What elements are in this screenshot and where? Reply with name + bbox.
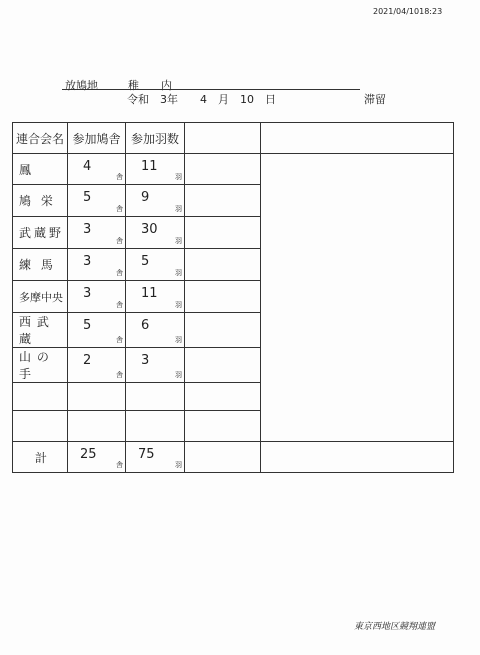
loft-count: 2 <box>83 353 92 368</box>
col-header-lofts: 参加鳩舎 <box>68 123 126 154</box>
bird-count: 6 <box>141 318 150 333</box>
federation-name: 武蔵野 <box>13 217 68 249</box>
bird-count: 11 <box>141 286 158 301</box>
release-site-value: 稚 内 <box>128 79 172 92</box>
release-date: 令和 3年 4 月 10 日 <box>127 93 276 106</box>
loft-unit: 舎 <box>116 371 123 379</box>
loft-total: 25 <box>80 447 97 462</box>
results-table <box>12 122 454 473</box>
header-underline <box>62 89 360 90</box>
col-header-blank <box>185 123 261 154</box>
blank-cell <box>261 442 454 473</box>
col-header-federation: 連合会名 <box>13 123 68 154</box>
bird-unit: 羽 <box>175 237 182 245</box>
col-header-blank <box>261 123 454 154</box>
blank-cell <box>185 313 261 348</box>
status-text: 滞留 <box>364 93 386 106</box>
blank-cell <box>185 154 261 185</box>
blank-cell <box>185 185 261 217</box>
loft-total-cell <box>68 442 126 473</box>
bird-count-cell <box>126 249 185 281</box>
bird-count-cell <box>126 217 185 249</box>
federation-name: 山 の 手 <box>13 348 68 383</box>
federation-name: 多摩中央 <box>13 281 68 313</box>
loft-unit: 舎 <box>116 269 123 277</box>
bird-count: 30 <box>141 222 158 237</box>
loft-count: 3 <box>83 222 92 237</box>
loft-unit: 舎 <box>116 301 123 309</box>
loft-unit: 舎 <box>116 205 123 213</box>
release-site-label: 放鳩地 <box>65 79 98 92</box>
loft-count-cell <box>68 185 126 217</box>
loft-count-cell <box>68 249 126 281</box>
federation-name: 鳳 <box>13 154 68 185</box>
col-header-birds: 参加羽数 <box>126 123 185 154</box>
bird-count-cell <box>126 185 185 217</box>
loft-unit: 舎 <box>116 173 123 181</box>
blank-cell <box>185 249 261 281</box>
timestamp: 2021/04/1018:23 <box>373 7 443 16</box>
blank-cell <box>185 281 261 313</box>
bird-total: 75 <box>138 447 155 462</box>
bird-unit: 羽 <box>175 205 182 213</box>
bird-count: 3 <box>141 353 150 368</box>
bird-count-cell <box>126 313 185 348</box>
bird-unit: 羽 <box>175 461 182 469</box>
blank-cell <box>185 442 261 473</box>
loft-count-cell <box>68 281 126 313</box>
bird-unit: 羽 <box>175 269 182 277</box>
federation-name: 西 武 蔵 <box>13 313 68 348</box>
federation-name: 練 馬 <box>13 249 68 281</box>
loft-count-cell <box>68 154 126 185</box>
loft-count: 3 <box>83 286 92 301</box>
bird-unit: 羽 <box>175 336 182 344</box>
total-label: 計 <box>13 442 68 473</box>
bird-count-cell <box>126 154 185 185</box>
loft-count: 5 <box>83 190 92 205</box>
blank-cell <box>185 348 261 383</box>
loft-count-cell <box>68 313 126 348</box>
loft-count-cell <box>68 217 126 249</box>
loft-count-cell <box>68 348 126 383</box>
blank-cell <box>185 217 261 249</box>
bird-unit: 羽 <box>175 371 182 379</box>
loft-count: 3 <box>83 254 92 269</box>
loft-unit: 舎 <box>116 461 123 469</box>
bird-count-cell <box>126 281 185 313</box>
bird-count: 9 <box>141 190 150 205</box>
bird-unit: 羽 <box>175 173 182 181</box>
table-row <box>13 154 454 185</box>
bird-count-cell <box>126 348 185 383</box>
loft-count: 5 <box>83 318 92 333</box>
notes-area <box>261 154 454 442</box>
bird-count: 11 <box>141 159 158 174</box>
loft-unit: 舎 <box>116 237 123 245</box>
loft-unit: 舎 <box>116 336 123 344</box>
bird-unit: 羽 <box>175 301 182 309</box>
bird-count: 5 <box>141 254 150 269</box>
organization-name: 東京西地区競翔連盟 <box>354 622 436 632</box>
loft-count: 4 <box>83 159 92 174</box>
federation-name: 鳩 栄 <box>13 185 68 217</box>
total-row <box>13 442 454 473</box>
bird-total-cell <box>126 442 185 473</box>
